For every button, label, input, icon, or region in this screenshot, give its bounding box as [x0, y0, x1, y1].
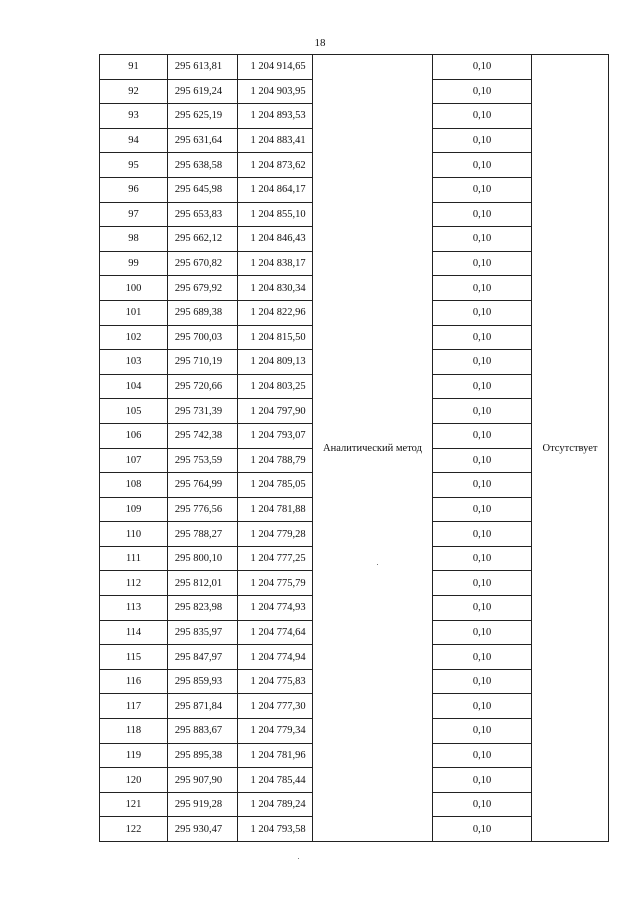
- x-coordinate-cell: 295 907,90: [168, 768, 238, 793]
- accuracy-cell: 0,10: [433, 645, 532, 670]
- y-coordinate-cell: 1 204 788,79: [238, 448, 313, 473]
- y-coordinate-cell: 1 204 774,93: [238, 596, 313, 621]
- x-coordinate-cell: 295 662,12: [168, 227, 238, 252]
- accuracy-cell: 0,10: [433, 399, 532, 424]
- y-coordinate-cell: 1 204 785,05: [238, 473, 313, 498]
- y-coordinate-cell: 1 204 815,50: [238, 325, 313, 350]
- accuracy-cell: 0,10: [433, 128, 532, 153]
- x-coordinate-cell: 295 638,58: [168, 153, 238, 178]
- table-row: [100, 55, 609, 80]
- y-coordinate-cell: 1 204 864,17: [238, 177, 313, 202]
- accuracy-cell: 0,10: [433, 792, 532, 817]
- point-number-cell: 96: [100, 177, 168, 202]
- x-coordinate-cell: 295 653,83: [168, 202, 238, 227]
- x-coordinate-cell: 295 930,47: [168, 817, 238, 842]
- coordinates-table: [99, 54, 609, 842]
- y-coordinate-cell: 1 204 855,10: [238, 202, 313, 227]
- y-coordinate-cell: 1 204 779,34: [238, 719, 313, 744]
- point-number-cell: 113: [100, 596, 168, 621]
- point-number-cell: 105: [100, 399, 168, 424]
- y-coordinate-cell: 1 204 779,28: [238, 522, 313, 547]
- y-coordinate-cell: 1 204 774,94: [238, 645, 313, 670]
- y-coordinate-cell: 1 204 809,13: [238, 350, 313, 375]
- x-coordinate-cell: 295 689,38: [168, 300, 238, 325]
- x-coordinate-cell: 295 823,98: [168, 596, 238, 621]
- point-number-cell: 108: [100, 473, 168, 498]
- x-coordinate-cell: 295 670,82: [168, 251, 238, 276]
- x-coordinate-cell: 295 645,98: [168, 177, 238, 202]
- x-coordinate-cell: 295 835,97: [168, 620, 238, 645]
- x-coordinate-cell: 295 847,97: [168, 645, 238, 670]
- accuracy-cell: 0,10: [433, 104, 532, 129]
- y-coordinate-cell: 1 204 797,90: [238, 399, 313, 424]
- x-coordinate-cell: 295 883,67: [168, 719, 238, 744]
- point-number-cell: 116: [100, 669, 168, 694]
- y-coordinate-cell: 1 204 789,24: [238, 792, 313, 817]
- accuracy-cell: 0,10: [433, 620, 532, 645]
- accuracy-cell: 0,10: [433, 202, 532, 227]
- y-coordinate-cell: 1 204 846,43: [238, 227, 313, 252]
- x-coordinate-cell: 295 812,01: [168, 571, 238, 596]
- point-number-cell: 122: [100, 817, 168, 842]
- y-coordinate-cell: 1 204 838,17: [238, 251, 313, 276]
- point-number-cell: 99: [100, 251, 168, 276]
- point-number-cell: 91: [100, 55, 168, 80]
- x-coordinate-cell: 295 679,92: [168, 276, 238, 301]
- y-coordinate-cell: 1 204 873,62: [238, 153, 313, 178]
- y-coordinate-cell: 1 204 903,95: [238, 79, 313, 104]
- point-number-cell: 104: [100, 374, 168, 399]
- accuracy-cell: 0,10: [433, 300, 532, 325]
- accuracy-cell: 0,10: [433, 719, 532, 744]
- x-coordinate-cell: 295 895,38: [168, 743, 238, 768]
- x-coordinate-cell: 295 753,59: [168, 448, 238, 473]
- y-coordinate-cell: 1 204 883,41: [238, 128, 313, 153]
- x-coordinate-cell: 295 613,81: [168, 55, 238, 80]
- x-coordinate-cell: 295 742,38: [168, 423, 238, 448]
- accuracy-cell: 0,10: [433, 497, 532, 522]
- point-number-cell: 102: [100, 325, 168, 350]
- accuracy-cell: 0,10: [433, 571, 532, 596]
- point-number-cell: 117: [100, 694, 168, 719]
- point-number-cell: 106: [100, 423, 168, 448]
- point-number-cell: 114: [100, 620, 168, 645]
- point-number-cell: 103: [100, 350, 168, 375]
- point-number-cell: 95: [100, 153, 168, 178]
- y-coordinate-cell: 1 204 775,79: [238, 571, 313, 596]
- accuracy-cell: 0,10: [433, 79, 532, 104]
- accuracy-cell: 0,10: [433, 817, 532, 842]
- x-coordinate-cell: 295 619,24: [168, 79, 238, 104]
- point-number-cell: 92: [100, 79, 168, 104]
- accuracy-cell: 0,10: [433, 768, 532, 793]
- accuracy-cell: 0,10: [433, 596, 532, 621]
- x-coordinate-cell: 295 764,99: [168, 473, 238, 498]
- x-coordinate-cell: 295 625,19: [168, 104, 238, 129]
- y-coordinate-cell: 1 204 777,30: [238, 694, 313, 719]
- accuracy-cell: 0,10: [433, 55, 532, 80]
- y-coordinate-cell: 1 204 785,44: [238, 768, 313, 793]
- point-number-cell: 97: [100, 202, 168, 227]
- accuracy-cell: 0,10: [433, 177, 532, 202]
- y-coordinate-cell: 1 204 774,64: [238, 620, 313, 645]
- point-number-cell: 121: [100, 792, 168, 817]
- x-coordinate-cell: 295 700,03: [168, 325, 238, 350]
- x-coordinate-cell: 295 800,10: [168, 546, 238, 571]
- point-number-cell: 112: [100, 571, 168, 596]
- point-number-cell: 115: [100, 645, 168, 670]
- x-coordinate-cell: 295 631,64: [168, 128, 238, 153]
- accuracy-cell: 0,10: [433, 546, 532, 571]
- point-number-cell: 100: [100, 276, 168, 301]
- accuracy-cell: 0,10: [433, 325, 532, 350]
- y-coordinate-cell: 1 204 803,25: [238, 374, 313, 399]
- y-coordinate-cell: 1 204 781,96: [238, 743, 313, 768]
- y-coordinate-cell: 1 204 822,96: [238, 300, 313, 325]
- x-coordinate-cell: 295 788,27: [168, 522, 238, 547]
- accuracy-cell: 0,10: [433, 743, 532, 768]
- accuracy-cell: 0,10: [433, 694, 532, 719]
- point-number-cell: 111: [100, 546, 168, 571]
- y-coordinate-cell: 1 204 775,83: [238, 669, 313, 694]
- accuracy-cell: 0,10: [433, 473, 532, 498]
- point-number-cell: 110: [100, 522, 168, 547]
- y-coordinate-cell: 1 204 830,34: [238, 276, 313, 301]
- accuracy-cell: 0,10: [433, 448, 532, 473]
- accuracy-cell: 0,10: [433, 669, 532, 694]
- point-number-cell: 109: [100, 497, 168, 522]
- x-coordinate-cell: 295 871,84: [168, 694, 238, 719]
- coordinates-table-body: [100, 55, 609, 842]
- point-number-cell: 98: [100, 227, 168, 252]
- point-number-cell: 107: [100, 448, 168, 473]
- x-coordinate-cell: 295 919,28: [168, 792, 238, 817]
- x-coordinate-cell: 295 720,66: [168, 374, 238, 399]
- point-number-cell: 101: [100, 300, 168, 325]
- accuracy-cell: 0,10: [433, 276, 532, 301]
- accuracy-cell: 0,10: [433, 227, 532, 252]
- x-coordinate-cell: 295 710,19: [168, 350, 238, 375]
- y-coordinate-cell: 1 204 777,25: [238, 546, 313, 571]
- y-coordinate-cell: 1 204 793,58: [238, 817, 313, 842]
- accuracy-cell: 0,10: [433, 522, 532, 547]
- scan-speck: [377, 564, 378, 565]
- y-coordinate-cell: 1 204 781,88: [238, 497, 313, 522]
- scan-speck: [298, 858, 299, 859]
- note-cell: Отсутствует: [532, 55, 609, 842]
- point-number-cell: 93: [100, 104, 168, 129]
- point-number-cell: 94: [100, 128, 168, 153]
- x-coordinate-cell: 295 776,56: [168, 497, 238, 522]
- point-number-cell: 118: [100, 719, 168, 744]
- accuracy-cell: 0,10: [433, 350, 532, 375]
- accuracy-cell: 0,10: [433, 374, 532, 399]
- point-number-cell: 120: [100, 768, 168, 793]
- method-cell: Аналитический метод: [313, 55, 433, 842]
- accuracy-cell: 0,10: [433, 423, 532, 448]
- x-coordinate-cell: 295 731,39: [168, 399, 238, 424]
- x-coordinate-cell: 295 859,93: [168, 669, 238, 694]
- point-number-cell: 119: [100, 743, 168, 768]
- y-coordinate-cell: 1 204 793,07: [238, 423, 313, 448]
- accuracy-cell: 0,10: [433, 251, 532, 276]
- y-coordinate-cell: 1 204 914,65: [238, 55, 313, 80]
- page-number: 18: [314, 37, 326, 49]
- y-coordinate-cell: 1 204 893,53: [238, 104, 313, 129]
- accuracy-cell: 0,10: [433, 153, 532, 178]
